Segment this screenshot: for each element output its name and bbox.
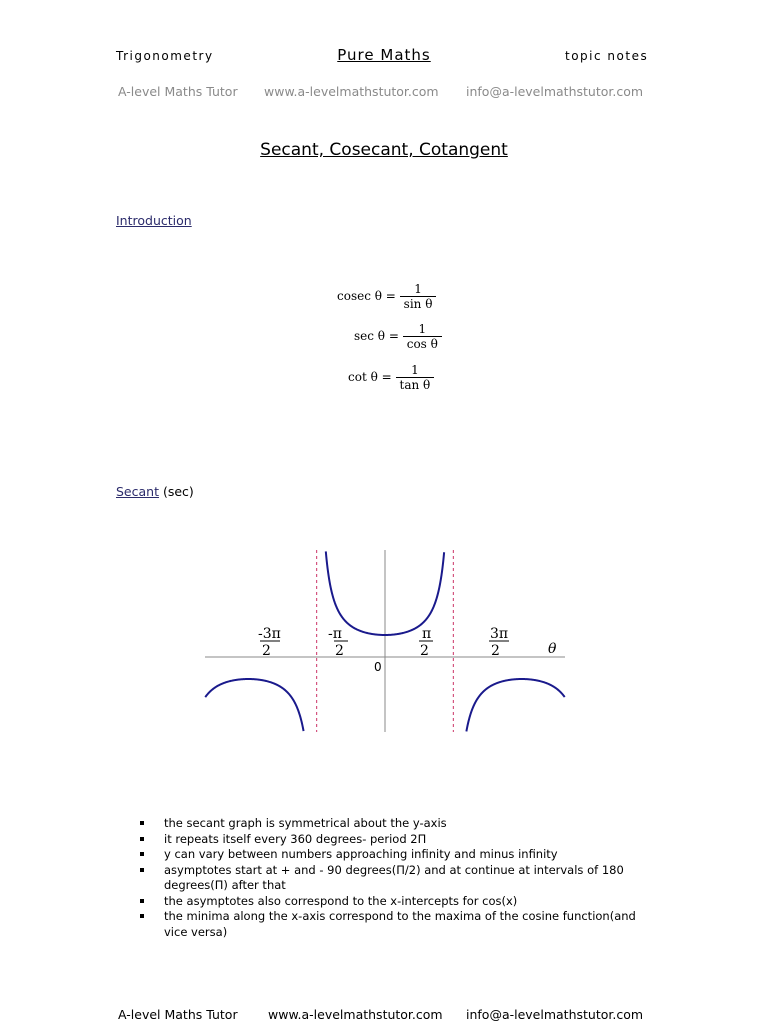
formula-cot-numerator: 1	[411, 363, 419, 377]
list-item	[140, 832, 660, 848]
list-item-text: the secant graph is symmetrical about the y-axis	[164, 816, 447, 830]
header-subject: Pure Maths	[337, 46, 431, 64]
secant-heading-suffix: (sec)	[158, 484, 194, 499]
footer-brand: A-level Maths Tutor	[118, 1007, 238, 1022]
label-origin: 0	[374, 660, 382, 674]
list-item-text: the asymptotes also correspond to the x-intercepts for cos(x)	[164, 893, 518, 908]
list-item-text: y can vary between numbers approaching infinity and minus infinity	[164, 847, 558, 861]
list-item-text: it repeats itself every 360 degrees- period 2Π	[164, 831, 427, 846]
secant-heading	[116, 484, 194, 499]
list-item	[140, 909, 660, 940]
footer-website-link[interactable]: www.a-levelmathstutor.com	[268, 1007, 443, 1022]
formula-cosec: cosec θ = $\frac{1}{\text{sin θ}}$	[337, 282, 436, 311]
formula-cosec-fraction	[400, 282, 437, 311]
bullet-square-icon	[140, 914, 144, 918]
label-neg-pi-2-num: -π	[328, 626, 342, 642]
formula-cot: cot θ = $\frac{1}{\text{tan θ}}$	[348, 363, 434, 392]
formula-cot-denominator: tan θ	[396, 377, 435, 392]
secant-branch	[205, 679, 303, 731]
header-topic: Trigonometry	[116, 49, 214, 63]
label-3pi-2-num: 3π	[490, 626, 509, 642]
label-pi-2-num: π	[422, 626, 432, 642]
secant-heading-main: Secant	[116, 484, 159, 499]
bullet-square-icon	[140, 837, 144, 841]
formula-cot-fraction	[396, 363, 435, 392]
formula-cosec-numerator: 1	[414, 282, 422, 296]
formula-sec-fraction	[403, 322, 442, 351]
list-item	[140, 847, 660, 863]
secant-graph	[200, 540, 570, 740]
formula-cosec-lhs: cosec θ	[337, 289, 382, 303]
footer-email-link[interactable]: info@a-levelmathstutor.com	[466, 1007, 644, 1022]
label-neg-3pi-2-num: -3π	[258, 626, 281, 642]
label-theta: θ	[548, 641, 557, 657]
page-title: Secant, Cosecant, Cotangent	[260, 140, 508, 160]
bullet-square-icon	[140, 821, 144, 825]
secant-branch	[466, 679, 564, 731]
list-item-text: asymptotes start at + and - 90 degrees(Π/2) and at continue at intervals of 180 degrees(Π) after that	[164, 862, 624, 892]
list-item	[140, 863, 660, 894]
list-item	[140, 894, 660, 910]
introduction-heading-text: Introduction	[116, 213, 192, 228]
bullet-square-icon	[140, 899, 144, 903]
secant-properties-list	[140, 816, 660, 940]
label-neg-3pi-2-den: 2	[262, 643, 271, 659]
formula-sec: sec θ = $\frac{1}{\text{cos θ}}$	[354, 322, 442, 351]
formula-cosec-denominator: sin θ	[400, 296, 437, 311]
formula-cot-lhs: cot θ	[348, 370, 378, 384]
label-pi-2-den: 2	[420, 643, 429, 659]
formula-sec-lhs: sec θ	[354, 329, 386, 343]
formula-sec-numerator: 1	[418, 322, 427, 336]
label-neg-pi-2-den: 2	[335, 643, 344, 659]
label-3pi-2-den: 2	[491, 643, 500, 659]
header-doc-type: topic notes	[565, 49, 649, 63]
list-item-text: the minima along the x-axis correspond to the maxima of the cosine function(and vice versa)	[164, 909, 636, 939]
list-item	[140, 816, 660, 832]
bullet-square-icon	[140, 852, 144, 856]
subheader-brand: A-level Maths Tutor	[118, 84, 238, 99]
bullet-square-icon	[140, 868, 144, 872]
introduction-heading	[116, 213, 192, 228]
formula-sec-denominator: cos θ	[403, 336, 442, 351]
subheader-email-link[interactable]: info@a-levelmathstutor.com	[466, 84, 644, 99]
subheader-website-link[interactable]: www.a-levelmathstutor.com	[264, 84, 439, 99]
